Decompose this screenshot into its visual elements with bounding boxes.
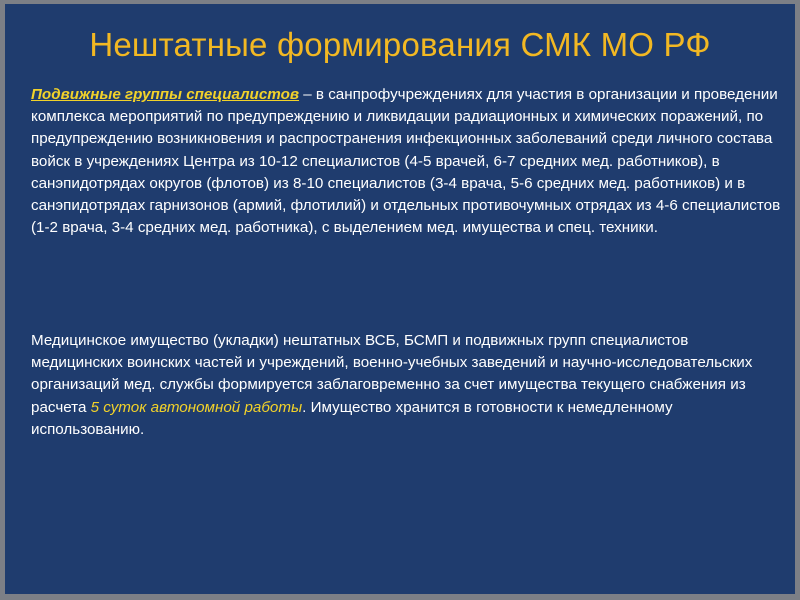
- paragraph-medical-property-text-before: Медицинское имущество (укладки) нештатных ВСБ, БСМП и подвижных групп специалистов медицинских воинских частей и учреждений, военно-учебных заведений и научно-исследовательских организаций мед. службы формируется заблаговременно за счет имущества текущего снабжения из расчета: [31, 332, 753, 416]
- term-mobile-groups: Подвижные группы специалистов: [31, 86, 300, 103]
- slide: [5, 4, 795, 594]
- paragraph-medical-property: [31, 330, 781, 441]
- slide-title: Нештатные формирования СМК МО РФ: [89, 26, 711, 63]
- paragraph-medical-property-text-after: . Имущество хранится в готовности к немедленному использованию.: [31, 398, 673, 438]
- paragraph-mobile-groups: [31, 84, 781, 239]
- highlight-autonomous-days: 5 суток автономной работы: [90, 398, 303, 416]
- paragraph-mobile-groups-text: – в санпрофучреждениях для участия в организации и проведении комплекса мероприятий по предупреждению и ликвидации радиационных и химических поражений, по предупреждению возникновения и распространения инфекционных заболеваний среди личного состава войск в учреждениях Центра из 10-12 специалистов (4-5 врачей, 6-7 средних мед. работников), в санэпидотрядах округов (флотов) из 8-10 специалистов (3-4 врача, 5-6 средних мед. работников) и в санэпидотрядах гарнизонов (армий, флотилий) и отдельных противочумных отрядах из 4-6 специалистов (1-2 врача, 3-4 средних мед. работника), с выделением мед. имущества и спец. техники.: [31, 86, 781, 237]
